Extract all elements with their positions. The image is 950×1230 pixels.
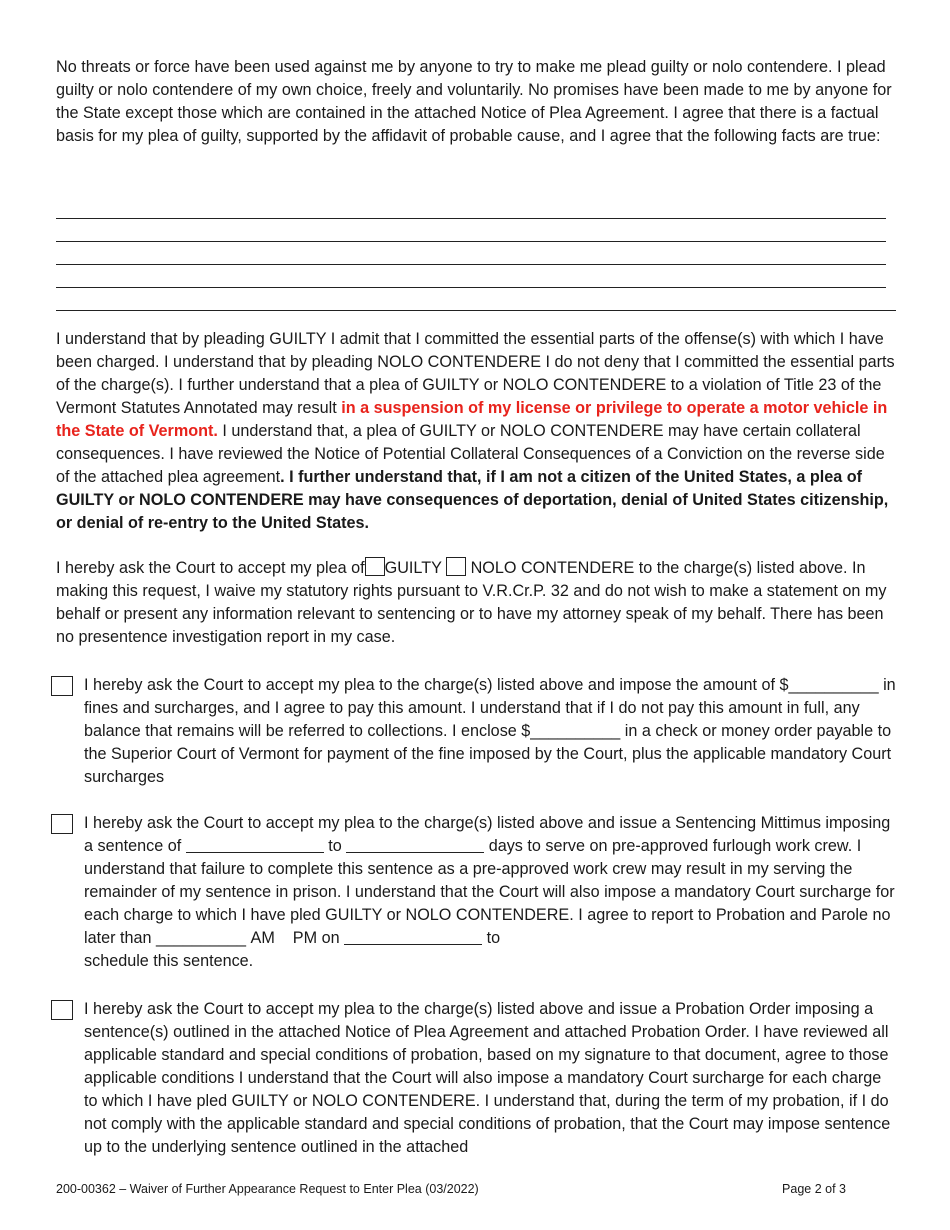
sentence-max-field[interactable] xyxy=(346,836,484,853)
probation-option-checkbox[interactable] xyxy=(51,1000,73,1020)
nolo-contendere-label: NOLO CONTENDERE to the charge(s) listed above. In xyxy=(466,559,866,577)
report-date-field[interactable] xyxy=(344,928,482,945)
probation-option xyxy=(56,998,896,1159)
deportation-warning: . I further understand that, if I am not a citizen of the United States, a plea of GUILTY or NOLO CONTENDERE may have consequences of deportation, denial of United States citizenship, or denial of re-entry to the United States. xyxy=(56,468,889,532)
probation-option-text: I hereby ask the Court to accept my plea to the charge(s) listed above and issue a Probation Order imposing a sentence(s) outlined in the attached Notice of Plea Agreement and attached Probation Order. I have reviewed all applicable standard and special conditions of probation, based on my signature to that document, agree to those applicable conditions I understand that the Court will also impose a mandatory Court surcharge for each charge to which I have pled GUILTY or NOLO CONTENDERE. I understand that, during the term of my probation, if I do not comply with the applicable standard and special conditions of probation, that the Court may impose sentence up to the underlying sentence outlined in the attached xyxy=(84,1000,891,1156)
mittimus-text-b: days to serve on pre-approved furlough work crew. I understand that failure to complete this sentence as a pre-approved work crew may result in my serving the remainder of my sentence in prison. I understand that the Court will also impose a mandatory Court surcharge for each charge to which I have pled GUILTY or NOLO CONTENDERE. I agree to report to Probation and Parole no later than __________ xyxy=(84,837,895,947)
mittimus-text-a: I hereby ask the Court to accept my plea to the charge(s) listed above and issue a Sentencing Mittimus imposing a sentence of xyxy=(84,814,891,855)
facts-line-1[interactable] xyxy=(56,196,886,219)
consequences-paragraph xyxy=(56,328,896,535)
mittimus-option xyxy=(56,812,896,973)
facts-line-3[interactable] xyxy=(56,242,886,265)
facts-line-5[interactable] xyxy=(56,288,896,311)
mittimus-to: to xyxy=(323,837,347,855)
waiver-text: making this request, I waive my statutory rights pursuant to V.R.Cr.P. 32 and do not wish to make a statement on my behalf or present any information relevant to sentencing or to have my attorney speak of my behalf. There has been no presentence investigation report in my case. xyxy=(56,582,887,646)
voluntary-plea-paragraph: No threats or force have been used against me by anyone to try to make me plead guilty or nolo contendere. I plead guilty or nolo contendere of my own choice, freely and voluntarily. No promises have been made to me by anyone for the State except those which are contained in the attached Notice of Plea Agreement. I agree that there is a factual basis for my plea of guilty, supported by the affidavit of probable cause, and I agree that the following facts are true: xyxy=(56,58,892,145)
pm-label: PM on xyxy=(292,929,345,947)
mittimus-text-c: schedule this sentence. xyxy=(84,952,254,970)
fine-option xyxy=(56,674,896,789)
guilty-label: GUILTY xyxy=(384,559,442,577)
facts-line-4[interactable] xyxy=(56,265,886,288)
facts-lines[interactable] xyxy=(56,196,896,311)
nolo-contendere-checkbox[interactable] xyxy=(446,557,466,576)
facts-line-2[interactable] xyxy=(56,219,886,242)
plea-request-paragraph xyxy=(56,557,896,649)
consequences-text: I understand that by pleading GUILTY I admit that I committed the essential parts of the offense(s) with which I have been charged. I understand that by pleading NOLO CONTENDERE I do not deny that I committed the essential parts of the charge(s). I further understand that a plea of GUILTY or NOLO CONTENDERE to a violation of Title 23 of the Vermont Statutes Annotated may result xyxy=(56,330,895,417)
form-id: 200-00362 – Waiver of Further Appearance Request to Enter Plea (03/2022) xyxy=(56,1182,479,1196)
mittimus-to2: to xyxy=(482,929,501,947)
fine-option-text: I hereby ask the Court to accept my plea to the charge(s) listed above and impose the amount of $__________ in fines and surcharges, and I agree to pay this amount. I understand that if I do not pay this amount in full, any balance that remains will be referred to collections. I enclose $__________ in a check or money order payable to the Superior Court of Vermont for payment of the fine imposed by the Court, plus the applicable mandatory Court surcharges xyxy=(84,676,896,786)
sentence-min-field[interactable] xyxy=(186,836,324,853)
fine-option-checkbox[interactable] xyxy=(51,676,73,696)
page-footer xyxy=(56,1182,846,1196)
page-number: Page 2 of 3 xyxy=(782,1182,846,1196)
am-label: AM xyxy=(250,929,275,947)
license-suspension-warning: in a suspension of my license or privilege to operate a motor vehicle in the State of Vermont. xyxy=(56,399,888,440)
collateral-text: I understand that, a plea of GUILTY or NOLO CONTENDERE may have certain collateral consequences. I have reviewed the Notice of Potential Collateral Consequences of a Conviction on the reverse side of the attached plea agreement xyxy=(56,422,885,486)
guilty-checkbox[interactable] xyxy=(365,557,385,576)
plea-request-lead: I hereby ask the Court to accept my plea of xyxy=(56,559,365,577)
pm-checkbox[interactable] xyxy=(51,814,73,834)
mittimus-option-text xyxy=(84,812,896,973)
